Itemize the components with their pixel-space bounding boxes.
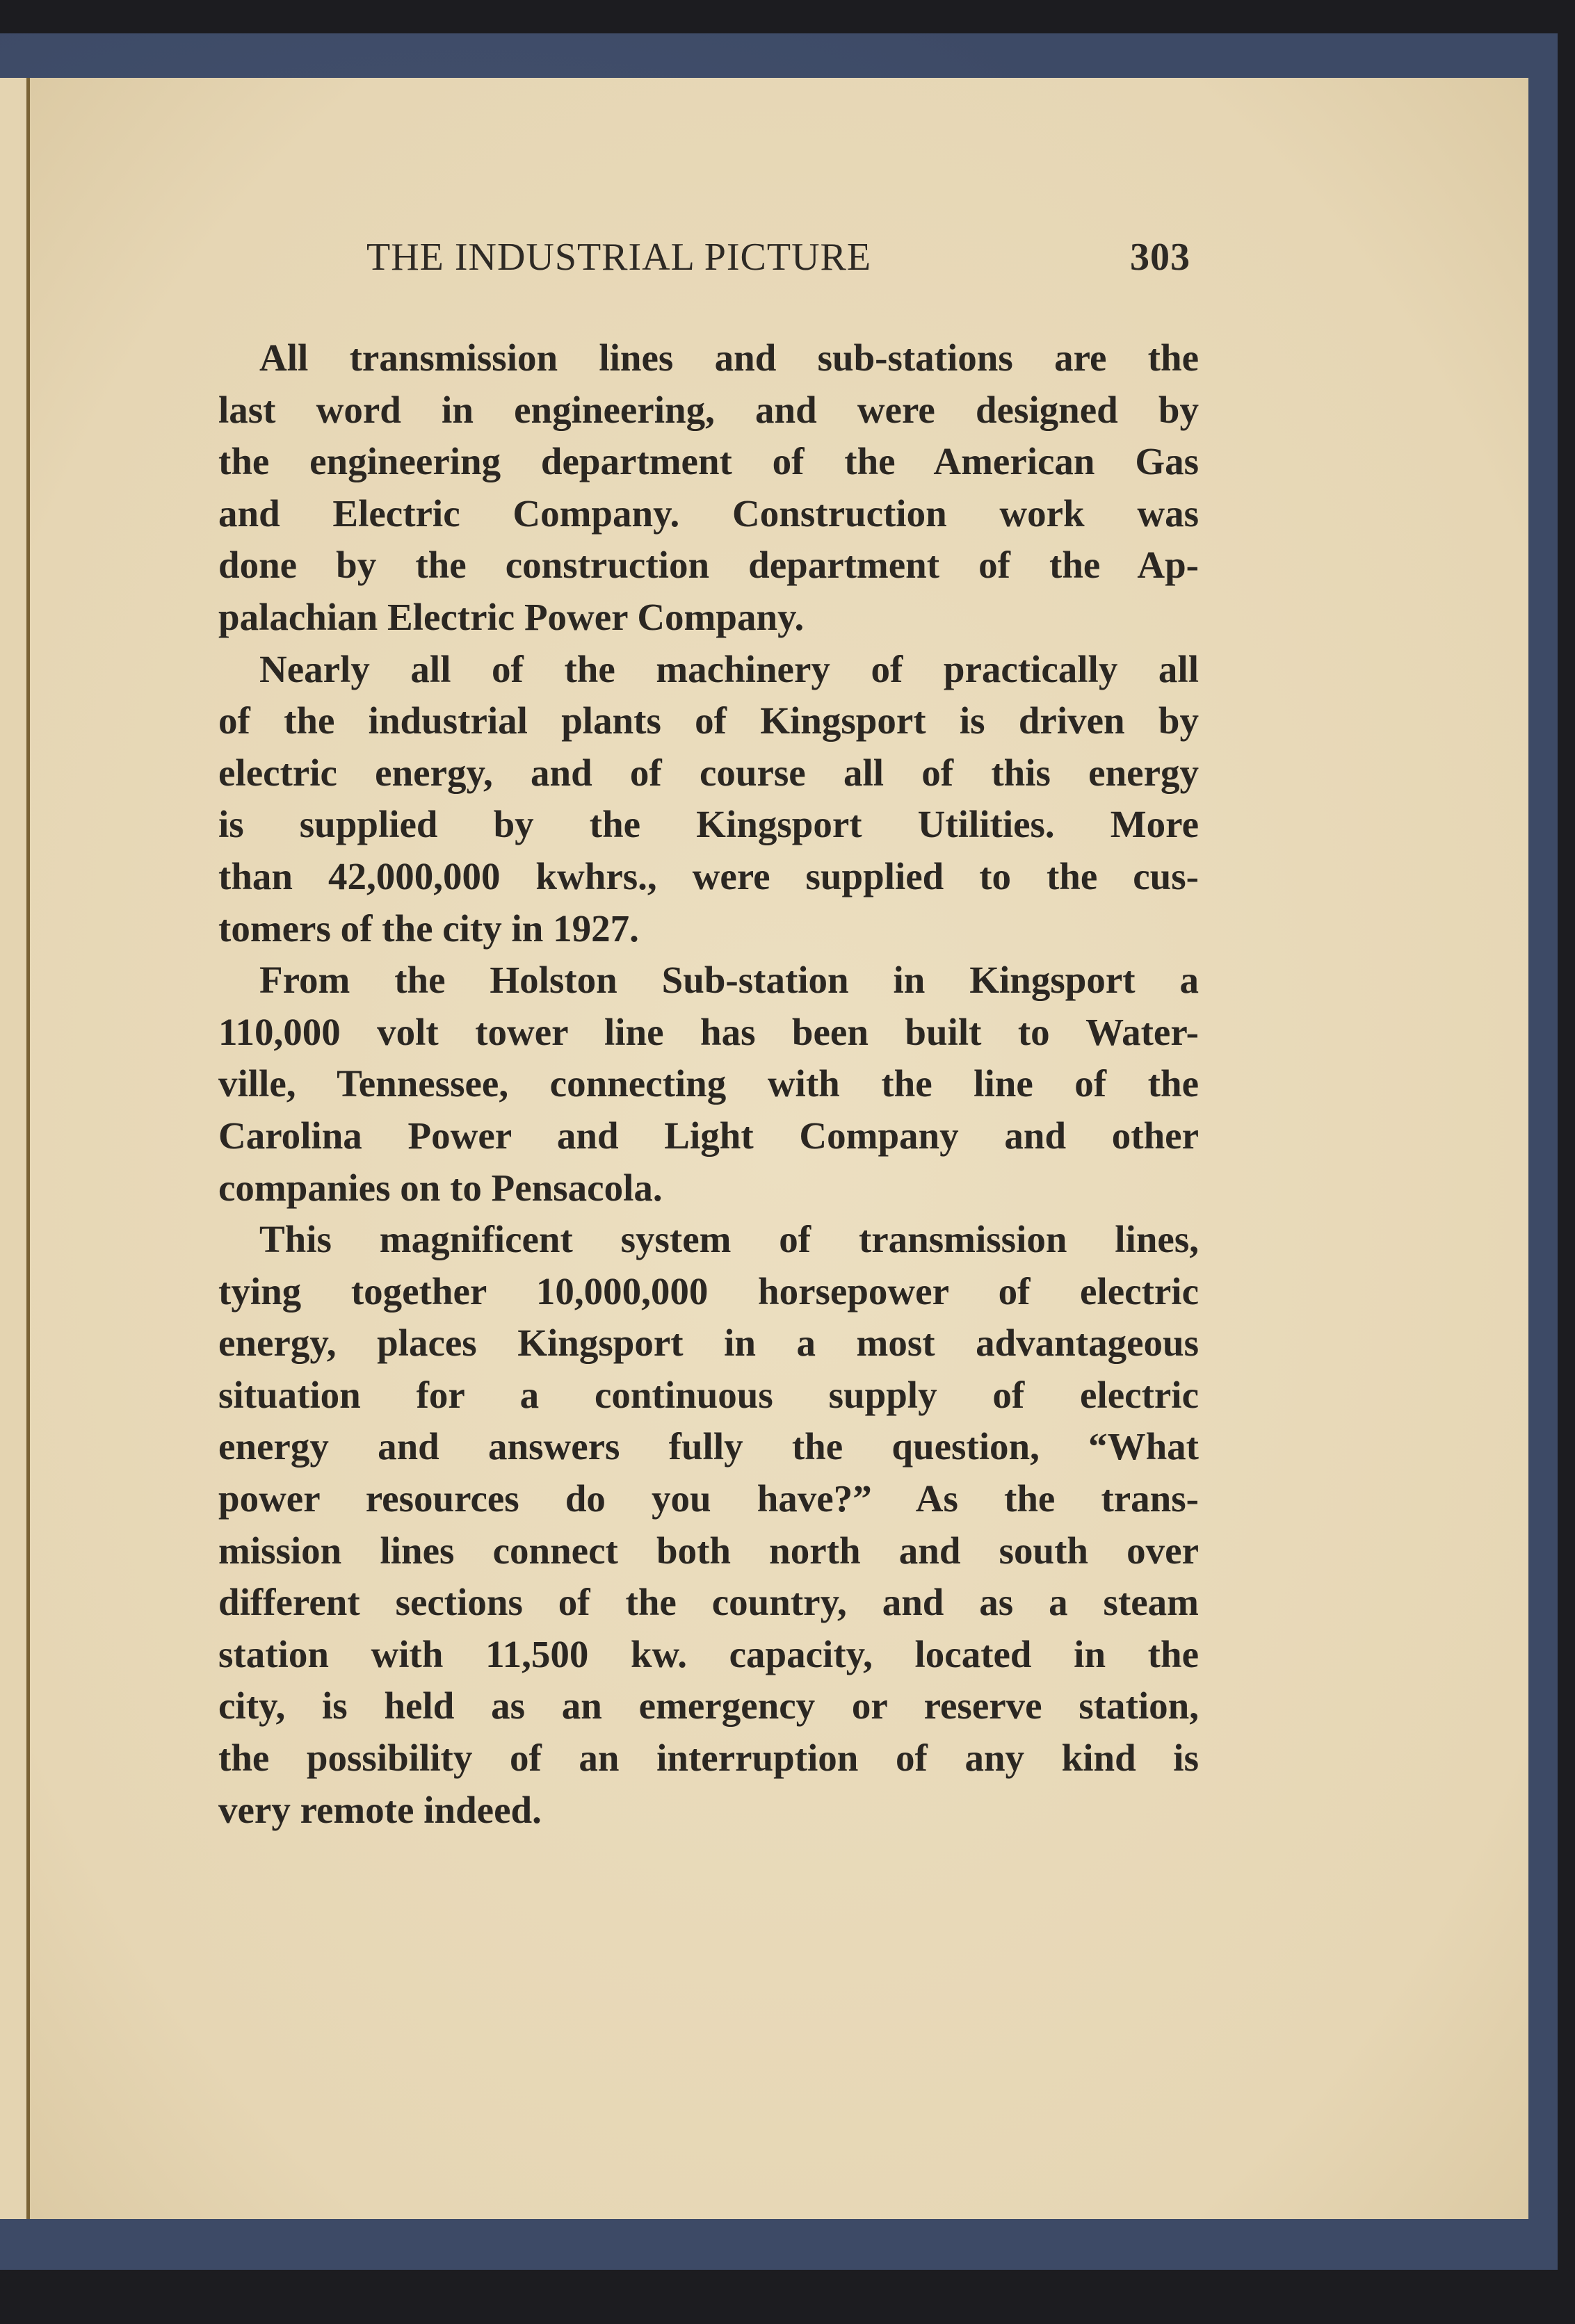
text-line: Nearly all of the machinery of practically all <box>259 647 1199 690</box>
text-line: mission lines connect both north and south over <box>218 1529 1199 1572</box>
text-line: than 42,000,000 kwhrs., were supplied to the cus- <box>218 854 1199 897</box>
text-line: the engineering department of the American Gas <box>218 440 1199 483</box>
text-line: different sections of the country, and as a steam <box>218 1581 1199 1624</box>
text-line: city, is held as an emergency or reserve station, <box>218 1684 1199 1728</box>
text-line: situation for a continuous supply of electric <box>218 1373 1199 1416</box>
text-line: electric energy, and of course all of this energy <box>218 751 1199 794</box>
body-text <box>218 332 1199 1836</box>
text-line: From the Holston Sub-station in Kingsport a <box>259 959 1199 1002</box>
text-line: All transmission lines and sub-stations are the <box>259 336 1199 379</box>
text-line: power resources do you have?” As the trans- <box>218 1477 1199 1520</box>
running-header <box>366 235 1190 284</box>
text-line: done by the construction department of the Ap- <box>218 544 1199 587</box>
text-line: ville, Tennessee, connecting with the line of the <box>218 1062 1199 1105</box>
text-line: palachian Electric Power Company. <box>218 595 805 638</box>
text-line: This magnificent system of transmission lines, <box>259 1218 1199 1261</box>
text-line: of the industrial plants of Kingsport is driven by <box>218 699 1199 742</box>
text-line: and Electric Company. Construction work was <box>218 491 1199 535</box>
text-line: energy and answers fully the question, “What <box>218 1425 1199 1468</box>
text-line: tomers of the city in 1927. <box>218 907 639 950</box>
text-line: companies on to Pensacola. <box>218 1166 663 1209</box>
text-line: the possibility of an interruption of any kind is <box>218 1737 1199 1780</box>
page-number: 303 <box>1130 236 1190 279</box>
text-line: last word in engineering, and were designed by <box>218 388 1199 431</box>
text-line: tying together 10,000,000 horsepower of electric <box>218 1269 1199 1313</box>
running-title: THE INDUSTRIAL PICTURE <box>366 236 872 279</box>
text-line: very remote indeed. <box>218 1788 542 1831</box>
text-line: Carolina Power and Light Company and other <box>218 1114 1199 1157</box>
text-line: station with 11,500 kw. capacity, located in the <box>218 1632 1199 1675</box>
facing-page-edge <box>0 78 26 2219</box>
text-line: is supplied by the Kingsport Utilities. More <box>218 803 1199 846</box>
text-line: 110,000 volt tower line has been built to Water- <box>218 1010 1199 1053</box>
text-line: energy, places Kingsport in a most advantageous <box>218 1322 1199 1365</box>
